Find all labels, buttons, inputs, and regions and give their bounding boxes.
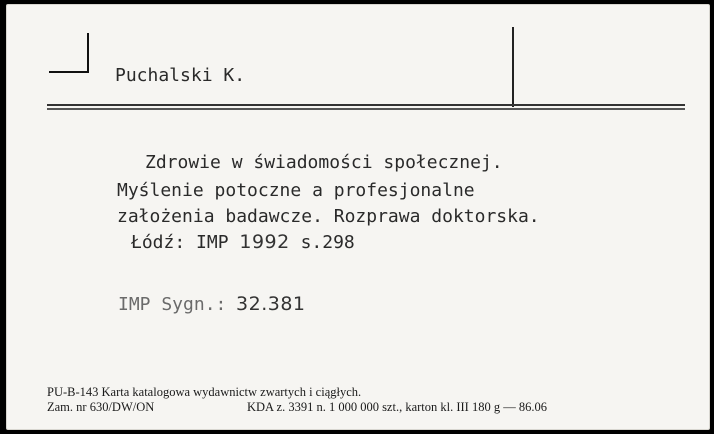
imprint-line bbox=[131, 231, 355, 253]
corner-mark-horizontal bbox=[49, 71, 89, 73]
imprint-pages: s.298 bbox=[289, 232, 355, 253]
footer-line-1: PU-B-143 Karta katalogowa wydawnictw zwartych i ciągłych. bbox=[47, 385, 362, 399]
catalog-card bbox=[6, 4, 710, 430]
author-name: Puchalski K. bbox=[115, 65, 246, 86]
footer-line-2-left: Zam. nr 630/DW/ON bbox=[47, 400, 155, 414]
corner-mark-vertical bbox=[87, 33, 89, 73]
header-rule-top bbox=[47, 104, 685, 106]
signature-number: 32.381 bbox=[236, 293, 306, 315]
imprint-place-publisher: Łódź: IMP bbox=[131, 232, 240, 253]
title-line-2: Myślenie potoczne a profesjonalne bbox=[117, 180, 475, 201]
vertical-rule bbox=[512, 27, 514, 107]
imprint-year: 1992 bbox=[239, 231, 290, 253]
signature-line bbox=[118, 293, 306, 315]
title-line-3: założenia badawcze. Rozprawa doktorska. bbox=[117, 206, 540, 227]
footer-line-2-right: KDA z. 3391 n. 1 000 000 szt., karton kl. III 180 g — 86.06 bbox=[247, 400, 547, 414]
title-line-1: Zdrowie w świadomości społecznej. bbox=[145, 152, 503, 173]
header-rule-bottom bbox=[47, 108, 685, 110]
signature-label: IMP Sygn.: bbox=[118, 294, 227, 315]
